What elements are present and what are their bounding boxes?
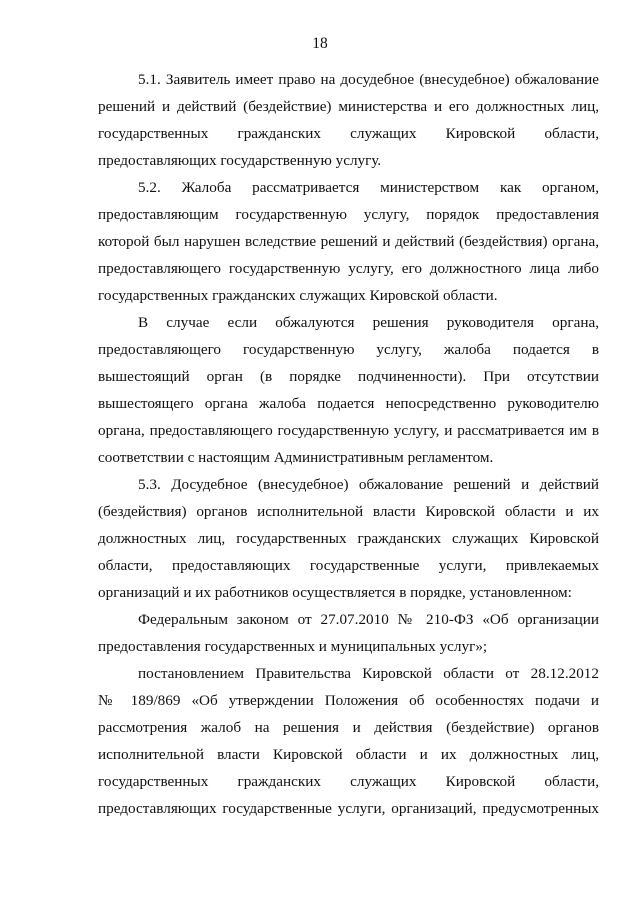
text-line: вышестоящего органа жалоба подается непосредственно руководителю [98,395,599,412]
text-line: № 189/869 «Об утверждении Положения об особенностях подачи и [98,692,599,709]
text-line: которой был нарушен вследствие решений и действий (бездействия) органа, [98,233,599,250]
text-line: предоставляющих государственную услугу. [98,152,382,169]
text-line: предоставляющего государственную услугу, его должностного лица либо [98,260,599,277]
text-line: предоставляющего государственную услугу, жалоба подается в [98,341,599,358]
text-line: вышестоящий орган (в порядке подчиненности). При отсутствии [98,368,599,385]
text-line: 5.2. Жалоба рассматривается министерством как органом, [138,179,599,196]
text-line: 5.3. Досудебное (внесудебное) обжалование решений и действий [138,476,599,493]
text-line: предоставляющих государственные услуги, организаций, предусмотренных [98,800,599,817]
text-line: решений и действий (бездействие) министерства и его должностных лиц, [98,98,599,115]
text-line: соответствии с настоящим Административным регламентом. [98,449,494,466]
text-line: предоставления государственных и муниципальных услуг»; [98,638,488,655]
text-line: исполнительной власти Кировской области и их должностных лиц, [98,746,599,763]
text-line: предоставляющим государственную услугу, порядок предоставления [98,206,599,223]
text-line: органа, предоставляющего государственную услугу, и рассматривается им в [98,422,599,439]
text-line: рассмотрения жалоб на решения и действия (бездействие) органов [98,719,599,736]
text-line: Федеральным законом от 27.07.2010 № 210-ФЗ «Об организации [138,611,599,628]
text-line: постановлением Правительства Кировской области от 28.12.2012 [138,665,599,682]
text-line: (бездействия) органов исполнительной власти Кировской области и их [98,503,599,520]
text-line: организаций и их работников осуществляется в порядке, установленном: [98,584,572,601]
text-line: должностных лиц, государственных гражданских служащих Кировской [98,530,599,547]
text-line: государственных гражданских служащих Кировской области, [98,125,599,142]
text-line: 5.1. Заявитель имеет право на досудебное (внесудебное) обжалование [138,71,599,88]
text-line: государственных гражданских служащих Кировской области, [98,773,599,790]
text-line: В случае если обжалуются решения руководителя органа, [138,314,599,331]
text-line: государственных гражданских служащих Кировской области. [98,287,498,304]
text-line: области, предоставляющих государственные услуги, привлекаемых [98,557,599,574]
page-number: 18 [312,35,328,52]
